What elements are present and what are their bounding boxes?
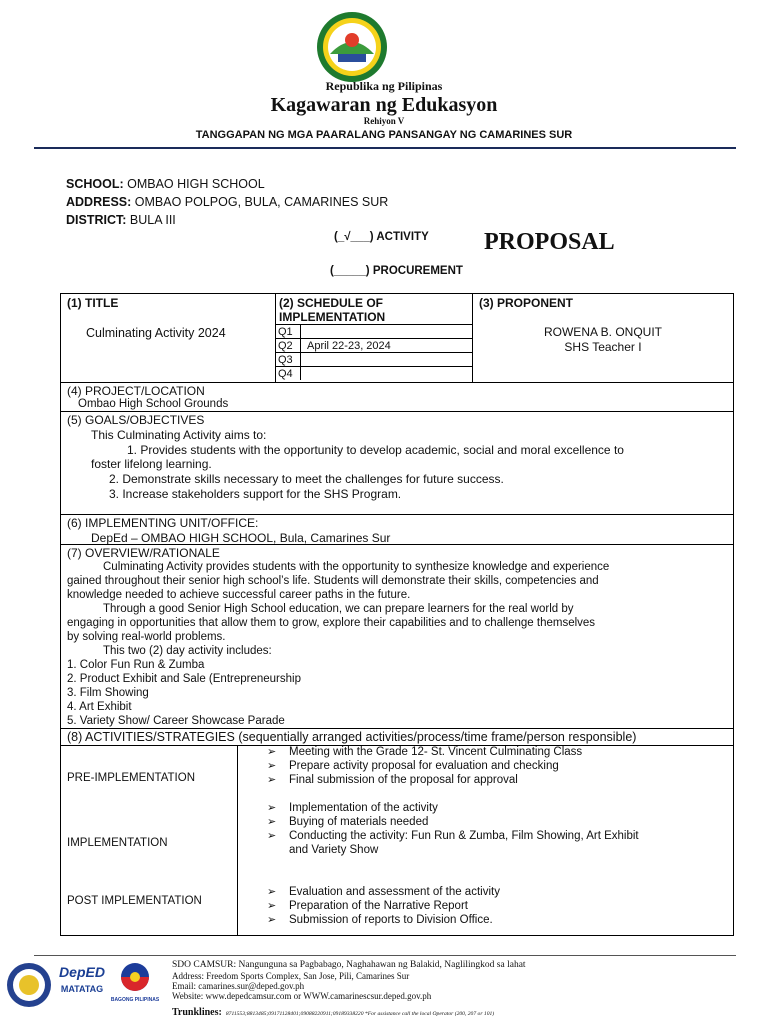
activities-label: (8) ACTIVITIES/STRATEGIES (sequentially arranged activities/process/time frame/person responsible) [67, 730, 637, 744]
activity-mark-line [334, 231, 429, 243]
matatag-text: MATATAG [60, 984, 104, 994]
department-title: Kagawaran ng Edukasyon [270, 94, 498, 116]
deped-seal [312, 10, 392, 84]
overview-line: 1. Color Fun Run & Zumba [67, 659, 205, 671]
goals-intro: This Culminating Activity aims to: [91, 428, 267, 442]
deped-matatag-logo [55, 962, 109, 1010]
schedule-quarter: Q1 [276, 325, 301, 339]
phase-column-divider [237, 745, 238, 935]
list-item: ➢ Preparation of the Narrative Report [267, 899, 707, 913]
schedule-quarter: Q2 [276, 339, 301, 353]
procurement-mark: (_____) [330, 265, 370, 277]
activity-mark: (_√___) [334, 231, 374, 243]
title-column [61, 294, 276, 382]
goal-item-1a: 1. Provides students with the opportunity to develop academic, social and moral excellence to [127, 443, 624, 457]
title-value: Culminating Activity 2024 [86, 326, 226, 340]
list-item: ➢ Submission of reports to Division Office. [267, 913, 707, 927]
footer-motto: SDO CAMSUR: Nangunguna sa Pagbabago, Naghahawan ng Balakid, Naglilingkod sa lahat [172, 960, 526, 970]
overview-line: Through a good Senior High School education, we can prepare learners for the real world by [103, 603, 574, 615]
bagong-pilipinas-icon [120, 962, 150, 992]
overview-line: This two (2) day activity includes: [103, 645, 272, 657]
republic-text: Republika ng Pilipinas [325, 79, 443, 93]
list-item: ➢ Implementation of the activity [267, 801, 647, 815]
address-label: ADDRESS: [66, 195, 132, 209]
list-item: ➢ Prepare activity proposal for evaluation and checking [267, 759, 707, 773]
list-item: ➢ Buying of materials needed [267, 815, 647, 829]
schedule-date [301, 367, 473, 381]
region-text: Rehiyon V [363, 116, 405, 126]
division-seal [6, 962, 52, 1008]
deped-logo-text: DepED [59, 964, 105, 980]
bagong-pilipinas-logo [110, 962, 160, 1010]
school-label: SCHOOL: [66, 177, 124, 191]
header-divider [34, 147, 736, 149]
overview-line: 4. Art Exhibit [67, 701, 132, 713]
address-value: OMBAO POLPOG, BULA, CAMARINES SUR [134, 195, 389, 209]
address-line [66, 195, 388, 209]
overview-line: by solving real-world problems. [67, 631, 226, 643]
list-item: ➢ Final submission of the proposal for approval [267, 773, 707, 787]
goal-item-1b: foster lifelong learning. [91, 457, 212, 471]
unit-value: DepEd – OMBAO HIGH SCHOOL, Bula, Camarines Sur [91, 531, 391, 545]
phase-items [267, 801, 647, 857]
list-item: ➢ Meeting with the Grade 12- St. Vincent Culminating Class [267, 745, 707, 759]
phase-items [267, 885, 707, 927]
schedule-row [276, 325, 472, 339]
footer-email: Email: camarines.sur@deped.gov.ph [172, 981, 305, 991]
schedule-row [276, 339, 472, 353]
overview-label: (7) OVERVIEW/RATIONALE [67, 546, 220, 560]
schedule-column [276, 294, 473, 382]
goal-item-2: 2. Demonstrate skills necessary to meet the challenges for future success. [109, 472, 504, 486]
location-label: (4) PROJECT/LOCATION [67, 384, 205, 398]
footer-trunklines [172, 1002, 494, 1020]
procurement-label: PROCUREMENT [372, 265, 463, 277]
phase-items [267, 745, 707, 787]
footer-divider [34, 955, 736, 956]
phase-name: POST IMPLEMENTATION [67, 895, 202, 907]
schedule-date: April 22-23, 2024 [301, 339, 473, 353]
proponent-column [473, 294, 733, 382]
schedule-quarter: Q4 [276, 367, 301, 381]
proponent-role: SHS Teacher I [564, 340, 642, 354]
list-item: ➢ Evaluation and assessment of the activity [267, 885, 707, 899]
procurement-line [330, 265, 463, 277]
goal-item-3: 3. Increase stakeholders support for the SHS Program. [109, 487, 402, 501]
footer-website: Website: www.depedcamsur.com or WWW.camarinescsur.deped.gov.ph [172, 991, 432, 1001]
location-section [60, 382, 734, 412]
list-item: ➢ Conducting the activity: Fun Run & Zumba, Film Showing, Art Exhibit and Variety Show [267, 829, 647, 857]
schedule-date [301, 353, 473, 367]
unit-section [60, 514, 734, 545]
location-value: Ombao High School Grounds [78, 398, 229, 410]
office-title: TANGGAPAN NG MGA PAARALANG PANSANGAY NG CAMARINES SUR [195, 129, 573, 141]
overview-line: knowledge needed to achieve successful career paths in the future. [67, 589, 411, 601]
proponent-name: ROWENA B. ONQUIT [543, 325, 662, 339]
title-label: (1) TITLE [67, 296, 119, 310]
overview-line: 2. Product Exhibit and Sale (Entrepreneurship [67, 673, 301, 685]
phase-name: PRE-IMPLEMENTATION [67, 772, 195, 784]
school-line [66, 177, 265, 191]
proposal-title: PROPOSAL [484, 229, 615, 255]
overview-line: 5. Variety Show/ Career Showcase Parade [67, 715, 285, 727]
goals-label: (5) GOALS/OBJECTIVES [67, 413, 205, 427]
unit-label: (6) IMPLEMENTING UNIT/OFFICE: [67, 516, 259, 530]
proponent-label: (3) PROPONENT [479, 296, 574, 310]
activity-label: ACTIVITY [376, 231, 429, 243]
title-schedule-proponent-section [60, 293, 734, 383]
district-line [66, 213, 176, 227]
schedule-row [276, 353, 472, 367]
goals-section [60, 411, 734, 515]
schedule-row [276, 367, 472, 381]
overview-line: 3. Film Showing [67, 687, 149, 699]
schedule-date [301, 325, 473, 339]
schedule-label: (2) SCHEDULE OF IMPLEMENTATION [279, 296, 386, 324]
bagong-pilipinas-text: BAGONG PILIPINAS [110, 997, 160, 1003]
trunklines-label: Trunklines: [172, 1007, 222, 1018]
trunklines-value: 8711553;8813485;09171128401;09088220911;09189338220 *For assistance call the local Operator (200, 207 or 101) [225, 1011, 495, 1017]
district-label: DISTRICT: [66, 213, 127, 227]
phase-name: IMPLEMENTATION [67, 837, 168, 849]
footer-address: Address: Freedom Sports Complex, San Jose, Pili, Camarines Sur [172, 971, 410, 981]
activities-section [60, 728, 734, 936]
overview-line: engaging in opportunities that allow them to grow, explore their capabilities and to challenge themselves [67, 617, 596, 629]
overview-line: gained throughout their senior high school’s life. Students will demonstrate their skills, competencies and [67, 575, 599, 587]
school-value: OMBAO HIGH SCHOOL [127, 177, 265, 191]
district-value: BULA III [129, 213, 176, 227]
schedule-table [276, 324, 472, 380]
overview-line: Culminating Activity provides students with the opportunity to synthesize knowledge and experience [103, 561, 610, 573]
overview-section [60, 544, 734, 729]
schedule-quarter: Q3 [276, 353, 301, 367]
